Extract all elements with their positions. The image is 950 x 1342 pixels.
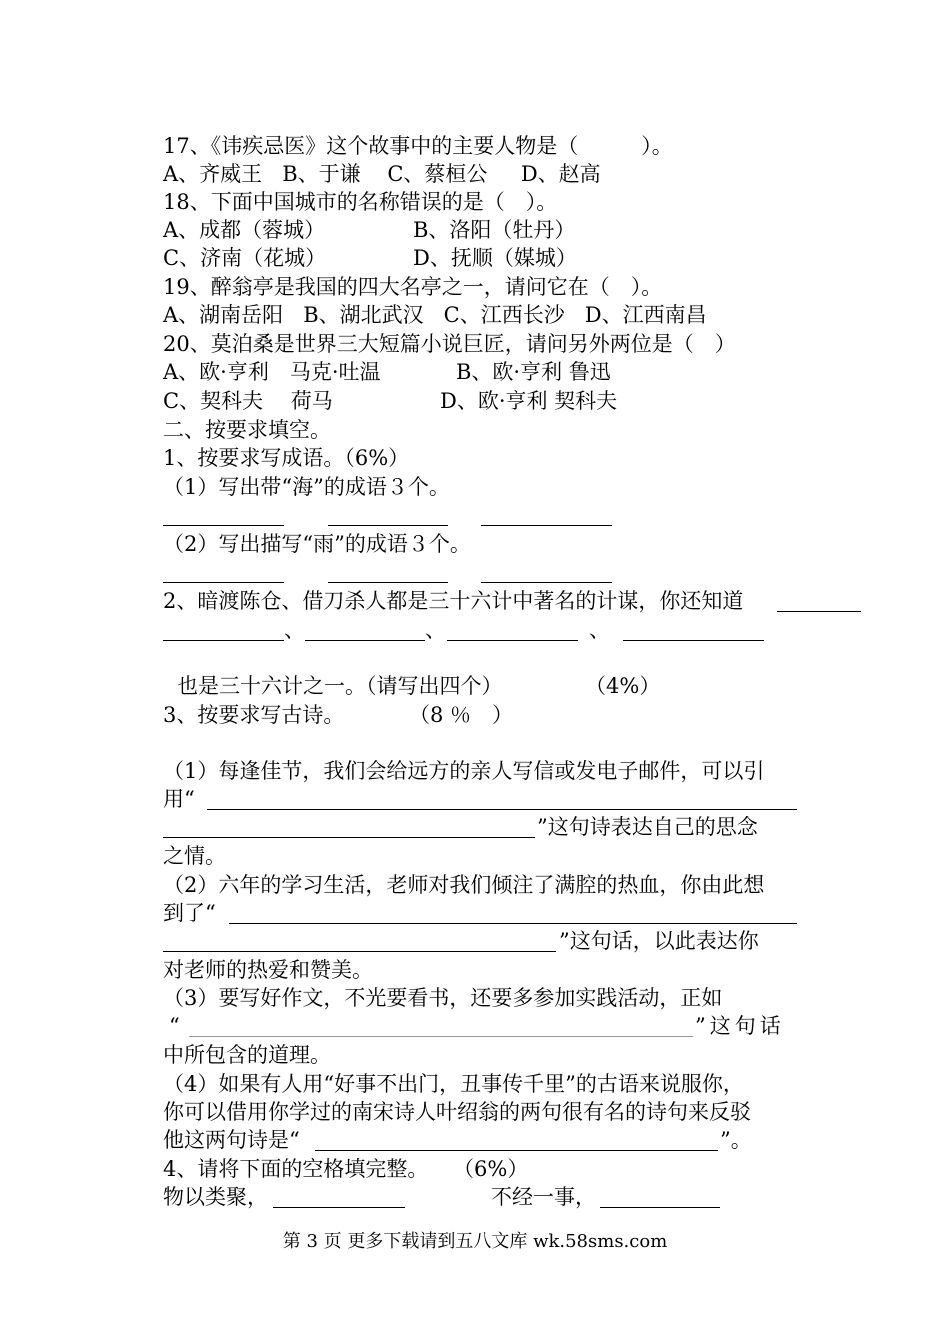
q20-stem: 20、莫泊桑是世界三大短篇小说巨匠，请问另外两位是（ ） [163, 332, 736, 356]
blank-poem-2b[interactable] [163, 931, 556, 952]
p3-s2-line4: 对老师的热爱和赞美。 [163, 958, 373, 982]
p3-title-row [163, 701, 514, 729]
p3-s3-open: “ [169, 1014, 180, 1038]
p4-score: （6%） [453, 1157, 529, 1181]
p3-s2-line1: （2）六年的学习生活，老师对我们倾注了满腔的热血，你由此想 [163, 873, 765, 897]
p2-line1 [163, 587, 743, 615]
q19-option-c[interactable]: C、江西长沙 [443, 303, 565, 327]
blank-poem-2a[interactable] [229, 903, 797, 924]
blank-poem-1b[interactable] [163, 817, 535, 838]
p3-s2-close: ”这句话，以此表达你 [559, 929, 759, 953]
p3-s2-line2 [163, 899, 216, 927]
p4-title: 4、请将下面的空格填完整。 [163, 1157, 429, 1181]
q19-option-d[interactable]: D、江西南昌 [584, 303, 707, 327]
p3-title: 3、按要求写古诗。 [163, 703, 345, 727]
q20-option-d[interactable]: D、欧·亨利 契科夫 [440, 389, 618, 413]
p3-s1-line4: 之情。 [163, 844, 226, 868]
p1-sub1: （1）写出带“海”的成语３个。 [163, 475, 450, 499]
blank-stratagem-3[interactable] [305, 620, 425, 641]
p3-s2-open: 到了“ [163, 901, 216, 925]
p3-s1-line2 [163, 785, 195, 813]
blank-poem-1a[interactable] [207, 789, 797, 810]
p1-sub2: （2）写出描写“雨”的成语３个。 [163, 532, 471, 556]
q18-option-d[interactable]: D、抚顺（媒城） [413, 246, 577, 270]
blank-stratagem-2[interactable] [163, 620, 284, 641]
p3-s4-line3 [163, 1126, 752, 1154]
q18-option-c[interactable]: C、济南（花城） [163, 246, 327, 270]
blank-sea-idiom-1[interactable] [163, 505, 284, 526]
p3-s3-line3: 中所包含的道理。 [163, 1043, 331, 1067]
q19-option-a[interactable]: A、湖南岳阳 [163, 303, 284, 327]
p2-line3 [177, 672, 661, 700]
blank-sea-idiom-2[interactable] [328, 505, 448, 526]
q20-option-a[interactable]: A、欧·亨利 马克·吐温 [163, 360, 381, 384]
p2-score: （4%） [585, 674, 661, 698]
blank-proverb-1[interactable] [273, 1187, 405, 1208]
q17-option-c[interactable]: C、蔡桓公 [387, 162, 488, 186]
page-footer: 第 3 页 更多下载请到五八文库 wk.58sms.com [282, 1231, 668, 1252]
blank-rain-idiom-2[interactable] [328, 562, 448, 583]
p3-score: （8 ％ ） [409, 703, 514, 727]
blank-proverb-2[interactable] [600, 1187, 720, 1208]
p3-s1-close: ”这句诗表达自己的思念 [537, 815, 758, 839]
p3-s4-line1: （4）如果有人用“好事不出门，丑事传千里”的古语来说服你， [163, 1072, 744, 1096]
q18-stem: 18、下面中国城市的名称错误的是（ ）。 [163, 190, 558, 214]
blank-stratagem-5[interactable] [623, 620, 764, 641]
p3-s1-open: 用“ [163, 787, 195, 811]
blank-poem-3[interactable] [189, 1016, 693, 1037]
p3-s3-close: ”这句话 [695, 1014, 785, 1038]
blank-stratagem-1[interactable] [777, 591, 861, 612]
q20-option-c[interactable]: C、契科夫 荷马 [163, 389, 333, 413]
p2-sep-2: 、 [425, 618, 446, 642]
p3-s4-close: ”。 [720, 1128, 752, 1152]
q17-options [163, 160, 601, 188]
blank-sea-idiom-3[interactable] [481, 505, 612, 526]
section2-title: 二、按要求填空。 [163, 418, 331, 442]
q17-option-b[interactable]: B、于谦 [282, 162, 361, 186]
q19-option-b[interactable]: B、湖北武汉 [303, 303, 424, 327]
p1-title: 1、按要求写成语。（6%） [163, 446, 410, 470]
blank-rain-idiom-3[interactable] [481, 562, 612, 583]
p2-line3-text: 也是三十六计之一。（请写出四个） [177, 674, 503, 698]
p4-item-1: 物以类聚， [163, 1185, 268, 1209]
q19-options [163, 301, 707, 329]
p3-s4-open: 他这两句诗是“ [163, 1128, 300, 1152]
q18-option-b[interactable]: B、洛阳（牡丹） [413, 218, 576, 242]
p3-s3-line1: （3）要写好作文，不光要看书，还要多参加实践活动，正如 [163, 986, 723, 1010]
p2-sep-3: 、 [589, 618, 610, 642]
p3-s4-line2: 你可以借用你学过的南宋诗人叶绍翁的两句很有名的诗句来反驳 [163, 1100, 751, 1124]
p2-line1-text: 2、暗渡陈仓、借刀杀人都是三十六计中著名的计谋，你还知道 [163, 589, 744, 613]
q19-stem: 19、醉翁亭是我国的四大名亭之一，请问它在（ ）。 [163, 275, 663, 299]
q20-option-b[interactable]: B、欧·亨利 鲁迅 [456, 360, 611, 384]
p2-sep-1: 、 [284, 618, 305, 642]
q17-option-a[interactable]: A、齐威王 [163, 162, 263, 186]
q17-stem: 17、《讳疾忌医》这个故事中的主要人物是（ ）。 [163, 134, 673, 158]
blank-rain-idiom-1[interactable] [163, 562, 284, 583]
p4-item-2: 不经一事， [491, 1185, 596, 1209]
p4-title-row [163, 1155, 529, 1183]
blank-poem-4[interactable] [315, 1130, 718, 1151]
q18-option-a[interactable]: A、成都（蓉城） [163, 218, 326, 242]
q17-option-d[interactable]: D、赵高 [520, 162, 601, 186]
blank-stratagem-4[interactable] [447, 620, 578, 641]
p3-s1-line1: （1）每逢佳节，我们会给远方的亲人写信或发电子邮件，可以引 [163, 759, 765, 783]
